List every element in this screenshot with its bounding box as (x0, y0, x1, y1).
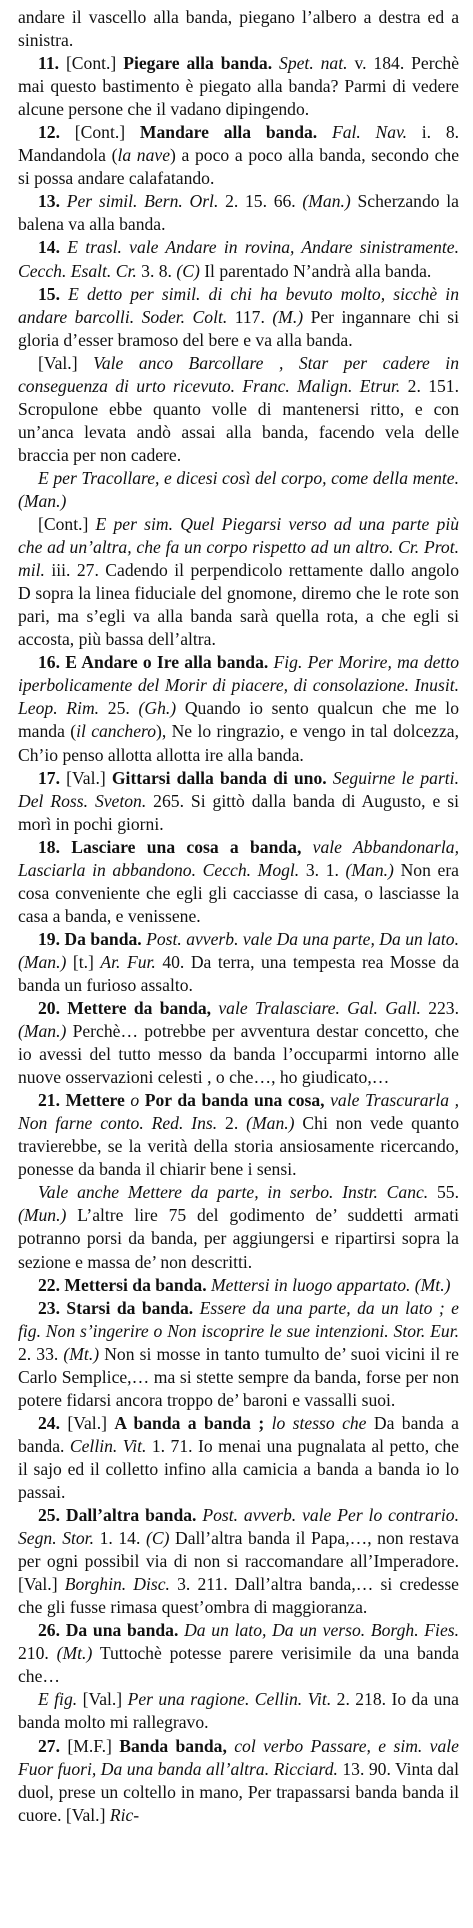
entry-text: 2. 218. Io da una banda molto mi rallegravo. (18, 1689, 459, 1733)
entry-italic-text: (M.) (272, 306, 304, 327)
entry-italic-text: Ric- (109, 1804, 140, 1825)
entry-text: Non era cosa conveniente che egli gli cacciasse di casa, o lasciasse la casa a banda, e venissene. (18, 859, 459, 926)
entry-italic-text: (Man.) (246, 1113, 295, 1134)
entry-italic-text: vale Trascurarla , Non farne conto. Red. Ins. (18, 1090, 460, 1134)
entry-italic-text: E trasl. vale Andare in rovina, Andare sinistramente. Cecch. Esalt. Cr. (18, 237, 459, 281)
dictionary-entry (18, 6, 459, 52)
entry-text: 2. (217, 1113, 247, 1134)
entry-text: Dall’altra banda il Papa,…, non restava per ogni possibil via di non si raccomandare all’Imperadore. [Val.] (18, 1528, 459, 1595)
dictionary-entry (18, 1688, 459, 1734)
entry-text: i. 8. Mandandola ( (18, 122, 460, 166)
entry-italic-text: vale Abbandonarla, Lasciarla in abbandono. Cecch. Mogl. (18, 836, 459, 880)
entry-text: [M.F.] (60, 1735, 120, 1756)
entry-number: 20. (38, 998, 60, 1019)
entry-headword: Piegare alla banda. (123, 53, 273, 74)
entry-text: 223. (420, 998, 459, 1019)
entry-headword: Da banda. (60, 928, 142, 949)
entry-headword: Mettersi da banda. (60, 1274, 207, 1295)
entry-text: [Cont.] (59, 53, 124, 74)
entry-italic-text: la nave (117, 145, 171, 166)
entry-text: 3. 1. (299, 859, 346, 880)
dictionary-entry (18, 1274, 459, 1297)
entry-text: [Val.] (60, 1412, 115, 1433)
entry-italic-text: (Mt.) (56, 1643, 93, 1664)
entry-italic-text: (Mun.) (18, 1205, 67, 1226)
entry-number: 15. (38, 283, 60, 304)
entry-text: ) a poco a poco alla banda, secondo che si possa andare calafatando. (18, 145, 460, 189)
dictionary-entry (18, 651, 459, 766)
entry-text: 265. Si gittò dalla banda di Augusto, e si morì in pochi giorni. (18, 790, 459, 834)
entry-text: L’altre lire 75 del godimento de’ suddetti armati potranno porsi da banda, per aggiungersi e ripartirsi sopra la sezione e massa de’ non descritti. (18, 1205, 459, 1272)
dictionary-entry (18, 1735, 459, 1827)
entry-italic-text: (Mt.) (63, 1343, 100, 1364)
entry-italic-text: E per sim. Quel Piegarsi verso ad una parte più che ad un’altra, che fa un corpo rispetto ad un altro. Cr. Prot. mil. (18, 514, 460, 581)
entry-italic-text: Fig. Per Morire, ma detto iperbolicamente del Morir di piacere, di consolazione. Inusit. Leop. Rim. (18, 652, 460, 719)
dictionary-entry (18, 1297, 459, 1412)
entry-italic-text: E detto per simil. di chi ha bevuto molto, sicchè in andare barcolli. Soder. Colt. (18, 283, 459, 327)
entry-text: ), Ne lo ringrazio, e vengo in tal dolcezza, Ch’io penso allotta allotta ire alla banda. (18, 721, 460, 765)
dictionary-entry (18, 1089, 459, 1181)
entry-text: 55. (428, 1182, 460, 1203)
entry-text: 1. 71. Io menai una pugnalata al petto, che il sajo ed il colletto infino alla camicia a banda a banda io lo passai. (18, 1435, 459, 1502)
dictionary-entry (18, 767, 459, 836)
entry-headword: A banda a banda ; (114, 1412, 265, 1433)
dictionary-entry (18, 836, 459, 928)
entry-italic-text: Mettersi in luogo appartato. (Mt.) (206, 1274, 451, 1295)
entry-text: 13. 90. Vinta dal duol, prese un coltello in mano, Per trapassarsi banda banda il cuore. [Val.] (18, 1758, 459, 1825)
entry-text: Chi non vede quanto travierebbe, se la verità della storia ansiosamente ricercando, ponesse da banda il chiarir bene i sensi. (18, 1113, 459, 1180)
dictionary-entry (18, 1412, 459, 1504)
entry-headword: Mandare alla banda. (139, 122, 318, 143)
dictionary-entry (18, 121, 459, 190)
entry-number: 23. (38, 1297, 60, 1318)
dictionary-entry (18, 190, 459, 236)
entry-italic-text: Essere da una parte, da un lato ; e fig. Non s’ingerire o Non iscoprire le sue intenzioni. Stor. Eur. (18, 1297, 459, 1341)
entry-italic-text: il canchero (76, 721, 157, 742)
entry-text: iii. 27. Cadendo il perpendicolo rettamente dallo angolo D sopra la linea fiduciale del gnomone, diremo che le rote son pari, ma s’egli va alla banda sarà quella rota, a che egli si accosta, più bassa dell’altra. (18, 560, 459, 650)
entry-text: 2. 15. 66. (218, 191, 303, 212)
entry-text: 2. 151. Scropulone ebbe quanto volle di mantenersi ritto, e con un’anca levata andò assai alla banda, facendo vela delle braccia per non cadere. (18, 375, 459, 465)
entry-number: 18. (38, 836, 60, 857)
dictionary-entry (18, 997, 459, 1089)
entry-number: 12. (38, 122, 60, 143)
entry-number: 17. (38, 767, 60, 788)
entry-text: Tuttochè potesse parere verisimile da una banda che… (18, 1643, 460, 1687)
dictionary-entry (18, 1504, 459, 1619)
entry-italic-text: col verbo Passare, e sim. vale Fuor fuori, Da una banda all’altra. Ricciard. (18, 1735, 459, 1779)
entry-text: Perchè… potrebbe per avventura destar concetto, che io avessi del tutto messo da banda l’occuparmi intorno alle nuove osservazioni celesti , o che…, ho giudicato,… (18, 1021, 459, 1088)
entry-number: 24. (38, 1412, 60, 1433)
entry-text: Da banda a banda. (18, 1412, 459, 1456)
entry-number: 11. (38, 53, 60, 74)
entry-number: 27. (38, 1735, 60, 1756)
entry-number: 22. (38, 1274, 60, 1295)
dictionary-entry (18, 513, 459, 651)
entry-italic-text: Vale anco Barcollare , Star per cadere in conseguenza di urto ricevuto. Franc. Malign. Etrur. (18, 352, 459, 396)
entry-number: 19. (38, 928, 60, 949)
entry-headword: Starsi da banda. (60, 1297, 194, 1318)
entry-italic-text: (Man.) (302, 191, 351, 212)
entry-italic-text: Vale anche Mettere da parte, in serbo. Instr. Canc. (38, 1182, 429, 1203)
entry-italic-text: E per Tracollare, e dicesi così del corpo, come della mente. (Man.) (18, 467, 459, 511)
entry-number: 26. (38, 1620, 60, 1641)
entry-italic-text: Ar. Fur. (100, 951, 156, 972)
entry-italic-text: vale Tralasciare. Gal. Gall. (211, 998, 421, 1019)
dictionary-entry (18, 236, 459, 282)
entry-text: 117. (227, 306, 273, 327)
entry-italic-text: Post. avverb. vale Da una parte, Da un lato. (Man.) (18, 928, 459, 972)
entry-italic-text: Spet. nat. (272, 53, 348, 74)
entry-text: [Val.] (77, 1689, 128, 1710)
entry-italic-text: Fal. Nav. (317, 122, 407, 143)
entry-headword: Dall’altra banda. (60, 1505, 197, 1526)
entry-text: [Val.] (38, 352, 94, 373)
entry-headword: Gittarsi dalla banda di uno. (111, 767, 327, 788)
entry-text: 3. 211. Dall’altra banda,… si credesse che gli fusse rimasa quest’ombra di maggioranza. (18, 1574, 459, 1618)
entry-text: v. 184. Perchè mai questo bastimento è piegato alla banda? Parmi di vedere alcune persone che il vadano dipingendo. (18, 53, 459, 120)
entry-italic-text: (C) (145, 1528, 170, 1549)
dictionary-entry (18, 352, 459, 467)
dictionary-entry (18, 52, 459, 121)
entry-text: Non si mosse in tanto tumulto de’ suoi vicini il re Carlo Semplice,… ma si stette sempre da banda, forse per non potere fidarsi ancora troppo de’ baroni e vassalli suoi. (18, 1343, 459, 1410)
entry-headword: Mettere (60, 1090, 125, 1111)
entry-italic-text: E fig. (38, 1689, 78, 1710)
entry-italic-text: lo stesso che (264, 1412, 367, 1433)
entry-italic-text: Per una ragione. Cellin. Vit. (127, 1689, 332, 1710)
entry-text: 1. 14. (93, 1528, 146, 1549)
dictionary-entry (18, 467, 459, 513)
dictionary-column (18, 6, 459, 1827)
entry-text: 25. (99, 698, 139, 719)
entry-text: 3. 8. (136, 260, 177, 281)
entry-text: [Cont.] (38, 514, 96, 535)
entry-number: 16. (38, 652, 60, 673)
entry-italic-text: Per simil. Bern. Orl. (60, 191, 219, 212)
entry-headword: Banda banda, (119, 1735, 227, 1756)
entry-text: Per ingannare chi si gloria d’esser bramoso del bere e va alla banda. (18, 306, 460, 350)
entry-text: 2. 33. (18, 1343, 64, 1364)
dictionary-entry (18, 1181, 459, 1273)
entry-text: andare il vascello alla banda, piegano l’albero a destra ed a sinistra. (18, 7, 459, 51)
entry-number: 13. (38, 191, 60, 212)
entry-italic-text: (Gh.) (138, 698, 177, 719)
entry-italic-text: (C) (176, 260, 200, 281)
dictionary-entry (18, 928, 459, 997)
entry-italic-text: o (124, 1090, 140, 1111)
entry-italic-text: Borghin. Disc. (64, 1574, 170, 1595)
entry-text: [Val.] (60, 767, 112, 788)
entry-text: Il parentado N’andrà alla banda. (199, 260, 432, 281)
entry-italic-text: Da un lato, Da un verso. Borgh. Fies. (178, 1620, 459, 1641)
entry-headword: Lasciare una cosa a banda, (60, 836, 302, 857)
entry-headword: Da una banda. (60, 1620, 179, 1641)
entry-text: Scherzando la balena va alla banda. (18, 191, 459, 235)
entry-italic-text: Seguirne le parti. Del Ross. Sveton. (18, 767, 459, 811)
entry-number: 25. (38, 1505, 60, 1526)
entry-text: [Cont.] (60, 122, 140, 143)
entry-headword: Por da banda una cosa, (139, 1090, 325, 1111)
entry-number: 21. (38, 1090, 60, 1111)
entry-italic-text: (Man.) (345, 859, 394, 880)
entry-text: [t.] (66, 951, 101, 972)
dictionary-entry (18, 283, 459, 352)
entry-italic-text: (Man.) (18, 1021, 67, 1042)
entry-number: 14. (38, 237, 60, 258)
entry-italic-text: Cellin. Vit. (69, 1435, 147, 1456)
entry-italic-text: Post. avverb. vale Per lo contrario. Segn. Stor. (18, 1505, 460, 1549)
entry-text: 40. Da terra, una tempesta rea Mosse da banda un furioso assalto. (18, 951, 459, 995)
entry-text: Quando io sento qualcun che me lo manda ( (18, 698, 459, 742)
entry-text: 210. (18, 1643, 57, 1664)
entry-headword: Mettere da banda, (60, 998, 212, 1019)
entry-headword: E Andare o Ire alla banda. (60, 652, 269, 673)
dictionary-entry (18, 1619, 459, 1688)
